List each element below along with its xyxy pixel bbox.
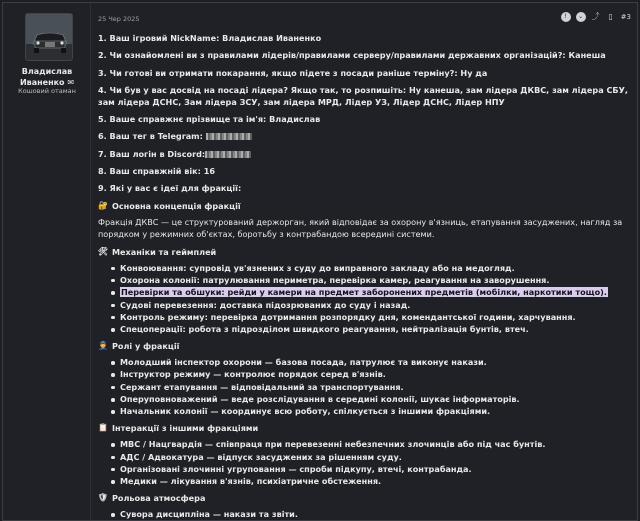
lock-icon: 🔐 [98, 200, 108, 210]
list-item-text: Контроль режиму: перевірка дотримання розпорядку дня, комендантської години, харчування. [120, 311, 576, 322]
question-answer: Владислав Иваненко [222, 33, 322, 43]
question-label: 6. Ваш тег в Telegram: [98, 131, 203, 142]
list-item [108, 451, 631, 463]
tools-icon: 🛠 [97, 246, 109, 256]
list-item [108, 323, 631, 335]
list-item-text: Інструктор режиму — контролює порядок серед в'язнів. [120, 369, 386, 380]
question-label: 8. Ваш справжній вік: [98, 166, 201, 177]
question-6 [98, 130, 631, 142]
list-item-text: Сержант етапування — відповідальний за транспортування. [120, 381, 404, 392]
list-item-highlighted [108, 286, 631, 298]
car-avatar-image [26, 14, 73, 61]
forum-post [2, 2, 638, 521]
redacted-discord [205, 151, 251, 158]
username-first: Владислав [21, 67, 73, 76]
list-item-text: МВС / Нацгвардія — співпраця при перевезенні небезпечних злочинців або під час бунтів. [120, 439, 546, 450]
mechanics-list [108, 262, 631, 335]
post-body [95, 3, 637, 520]
question-label: 9. Які у вас є ідеї для фракції: [98, 183, 242, 194]
post-number[interactable]: #3 [620, 13, 631, 21]
question-label: 1. Ваш ігровий NickName: [98, 33, 220, 43]
list-item [108, 438, 631, 450]
officer-icon: 👮 [98, 341, 108, 351]
report-icon[interactable]: ! [561, 12, 571, 22]
question-label: 5. Ваше справжнє прізвище та ім'я: [98, 114, 267, 125]
list-item-text: Сувора дисципліна — накази та звіти. [120, 509, 298, 520]
section-title: Основна концепція фракції [112, 200, 241, 211]
roles-list [108, 356, 631, 417]
post-content [98, 32, 631, 521]
section-atmosphere-heading [98, 492, 631, 504]
section-title: Інтеракції з іншими фракціями [112, 423, 259, 434]
clipboard-icon: 📋 [98, 423, 108, 433]
question-answer: Владислав [269, 114, 321, 125]
list-item-text: Начальник колонії — координує всю роботу, спілкується з іншими фракціями. [120, 406, 491, 417]
question-9 [98, 182, 631, 194]
list-item-text: Судові перевезення: доставка підозрюваних до суду і назад. [120, 299, 411, 310]
list-item [108, 475, 631, 487]
list-item [108, 274, 631, 286]
question-5 [98, 113, 631, 125]
list-item [108, 405, 631, 417]
post-date[interactable]: 25 Чер 2025 [98, 15, 140, 23]
mail-icon: ✉ [67, 78, 75, 87]
list-item-text: Спецоперації: робота з підрозділом швидкого реагування, нейтралізація бунтів, втеч. [120, 324, 529, 335]
interactions-list [108, 438, 631, 487]
question-1 [98, 32, 631, 44]
question-8 [98, 165, 631, 177]
list-item [108, 381, 631, 393]
question-answer: Ну канеша, зам лідера ДКВС, зам лідера СБУ, зам лідера ДСНС, Зам лідера ЗСУ, зам лідера МРД, Лідер УЗ, Лідер ДСНС, Лідер НПУ [98, 84, 628, 107]
list-item-text: Молодший інспектор охорони — базова посада, патрулює та виконує накази. [120, 357, 487, 368]
question-label: 2. Чи ознайомлені ви з правилами лідерів/правилами серверу/правилами державних організацій?: [98, 50, 566, 61]
question-7 [98, 148, 631, 160]
question-answer: Канеша [568, 50, 606, 61]
question-3 [98, 67, 631, 79]
chevron-down-icon[interactable]: ⌄ [576, 12, 586, 22]
list-item-text: Охорона колонії: патрулювання периметра, перевірка камер, реагування на заворушення. [120, 274, 550, 285]
list-item [108, 463, 631, 475]
bookmark-icon[interactable]: ▯ [608, 12, 613, 21]
list-item [108, 368, 631, 380]
question-4 [98, 84, 631, 108]
list-item-text: Конвоювання: супровід ув'язнених з суду до виправного закладу або на медогляд. [120, 262, 515, 273]
question-answer: 16 [203, 166, 215, 177]
atmosphere-list [108, 508, 631, 520]
question-answer: Ну да [460, 67, 488, 78]
list-item [108, 508, 631, 520]
question-label: 7. Ваш логін в Discord: [98, 148, 206, 159]
section-interactions-heading [98, 422, 631, 434]
shield-icon: 🛡 [97, 493, 109, 503]
section-title: Рольова атмосфера [112, 493, 206, 504]
username-last: Иваненко [19, 78, 65, 87]
list-item [108, 393, 631, 405]
section-title: Ролі у фракції [112, 341, 180, 352]
section-roles-heading [98, 340, 631, 352]
section-title: Механіки та геймплей [112, 246, 217, 257]
list-item-text: Перевірки та обшуки: рейди у камери на предмет заборонених предметів (мобілки, наркотики тощо). [121, 287, 607, 298]
list-item [108, 356, 631, 368]
user-info-column [3, 3, 91, 520]
list-item-text: АДС / Адвокатура — відпуск засуджених за рішенням суду. [120, 451, 402, 462]
concept-paragraph: Фракція ДКВС — це структурований держорган, який відповідає за охорону в'язниць, етапування засуджених, нагляд за порядком у режимних об'єктах, боротьбу з контрабандою всередині системи. [98, 216, 623, 239]
question-label: 4. Чи був у вас досвід на посаді лідера? Якщо так, то розпишіть: [98, 84, 407, 95]
username[interactable] [7, 66, 87, 88]
post-actions [561, 12, 631, 22]
question-2 [98, 49, 631, 61]
list-item [108, 299, 631, 311]
question-label: 3. Чи готові ви отримати покарання, якщо підете з посади раніше терміну?: [98, 67, 458, 78]
avatar[interactable] [25, 13, 73, 61]
list-item [108, 262, 631, 274]
section-mechanics-heading [98, 246, 631, 258]
list-item-text: Оперуповноважений — веде розслідування в середині колонії, шукає інформаторів. [120, 394, 520, 405]
share-icon[interactable]: ⤴ [591, 12, 600, 21]
section-concept-heading [98, 200, 631, 212]
list-item-text: Організовані злочинні угруповання — спроби підкупу, втечі, контрабанда. [120, 463, 472, 474]
redacted-telegram [206, 133, 252, 140]
user-title: Кошовий отаман [18, 87, 76, 95]
list-item [108, 311, 631, 323]
list-item-text: Медики — лікування в'язнів, психіатричне обстеження. [120, 476, 382, 487]
